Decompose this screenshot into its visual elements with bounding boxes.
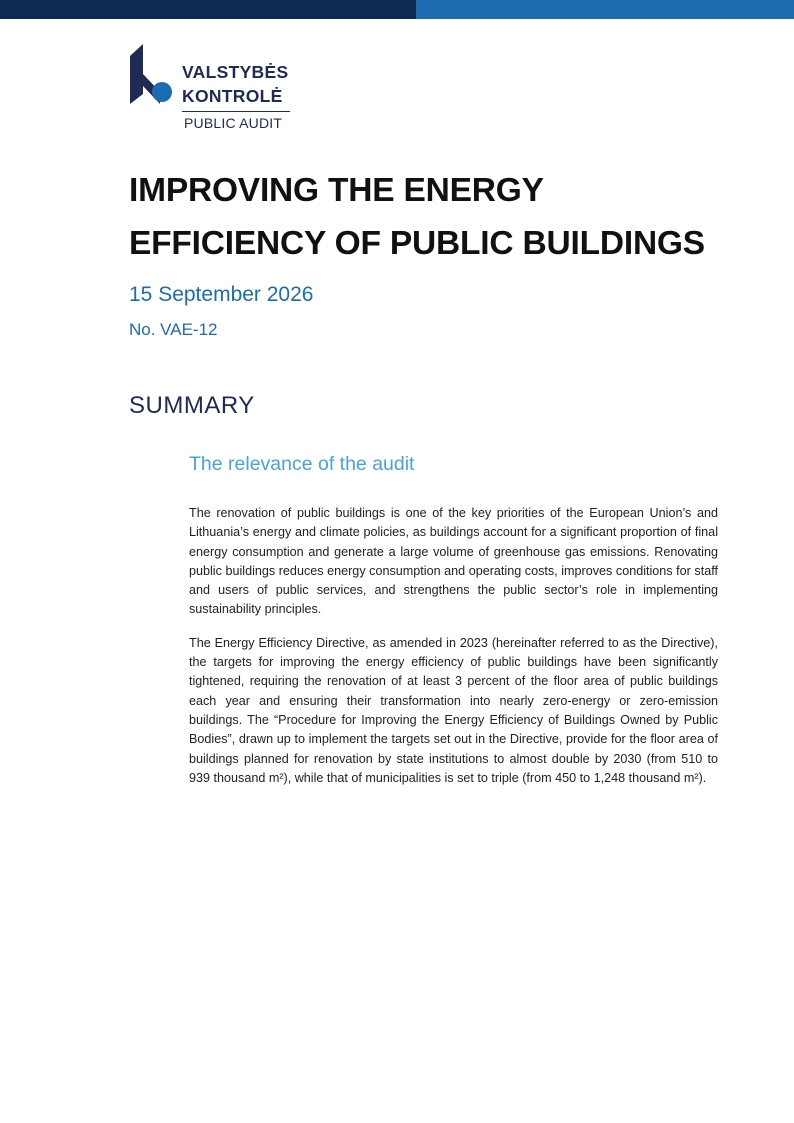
report-date: 15 September 2026 bbox=[129, 283, 314, 306]
body-paragraph-1: The renovation of public buildings is one of the key priorities of the European Union’s and Lithuania’s energy and climate policies, as buildings account for a significant proportion of final energy consumption and generate a large volume of greenhouse gas emissions. Renovating public buildings reduces energy consumption and operating costs, improves conditions for staff and users of public services, and strengthens the public sector’s role in implementing sustainability principles. bbox=[189, 506, 718, 617]
report-number: No. VAE-12 bbox=[129, 320, 218, 339]
logo-line-1: VALSTYBĖS bbox=[182, 62, 289, 82]
body-text bbox=[189, 504, 718, 802]
summary-heading: SUMMARY bbox=[129, 392, 255, 419]
body-paragraph-2: The Energy Efficiency Directive, as amended in 2023 (hereinafter referred to as the Directive), the targets for improving the energy efficiency of public buildings have been significantly tightened, requiring the renovation of at least 3 percent of the floor area of public buildings each year and ensuring their transformation into nearly zero-energy or zero-emission buildings. The “Procedure for Improving the Energy Efficiency of Buildings Owned by Public Bodies”, drawn up to implement the targets set out in the Directive, provide for the floor area of buildings planned for renovation by state institutions to almost double by 2030 (from 510 to 939 thousand m²), while that of municipalities is set to triple (from 450 to 1,248 thousand m²). bbox=[189, 635, 718, 785]
k-letter-dot-logo-icon bbox=[130, 44, 178, 108]
report-title-line-1: IMPROVING THE ENERGY bbox=[129, 172, 544, 209]
report-title bbox=[129, 164, 729, 270]
top-band-blue-segment bbox=[416, 0, 794, 19]
top-color-band bbox=[0, 0, 794, 19]
section-heading: The relevance of the audit bbox=[189, 453, 415, 475]
report-title-line-2: EFFICIENCY OF PUBLIC BUILDINGS bbox=[129, 225, 705, 262]
logo-subtitle: PUBLIC AUDIT bbox=[184, 115, 283, 131]
logo-divider bbox=[182, 111, 290, 112]
valstybes-kontrole-logo bbox=[130, 44, 300, 134]
logo-wordmark bbox=[182, 60, 288, 108]
top-band-dark-segment bbox=[0, 0, 416, 19]
logo-line-2: KONTROLĖ bbox=[182, 86, 283, 106]
